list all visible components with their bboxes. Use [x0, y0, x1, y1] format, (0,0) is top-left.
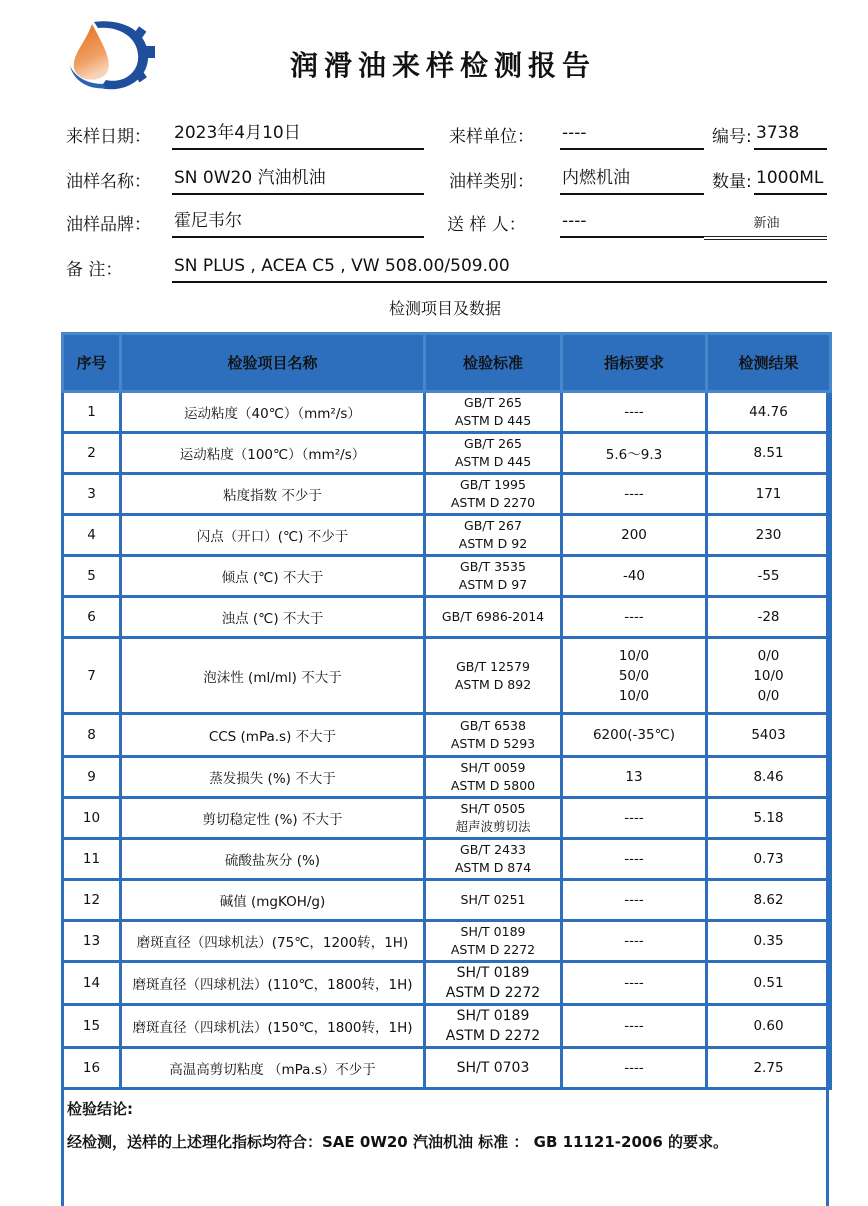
number-value: 3738: [754, 122, 827, 150]
row-item: 磨斑直径（四球机法）(75℃，1200转，1H): [121, 921, 425, 962]
row-result: 0.73: [707, 839, 831, 880]
row-standard: SH/T 0189 ASTM D 2272: [425, 921, 562, 962]
row-item: 运动粘度（100℃）（mm²/s）: [121, 433, 425, 474]
row-result: 171: [707, 474, 831, 515]
company-logo: [66, 16, 156, 94]
table-row: [63, 556, 831, 597]
row-requirement: ----: [562, 597, 707, 638]
row-item: 高温高剪切粘度 （mPa.s）不少于: [121, 1048, 425, 1089]
sample-unit-value: ----: [560, 122, 704, 150]
condition-value: 新油: [704, 212, 827, 240]
row-item: 浊点 (℃) 不大于: [121, 597, 425, 638]
table-row: [63, 638, 831, 714]
row-requirement: ----: [562, 1005, 707, 1048]
row-result: 0/0 10/0 0/0: [707, 638, 831, 714]
col-header-item: 检验项目名称: [121, 334, 425, 392]
row-standard: SH/T 0703: [425, 1048, 562, 1089]
row-result: 8.62: [707, 880, 831, 921]
number-label: 编号:: [712, 127, 752, 147]
row-result: 44.76: [707, 392, 831, 433]
row-item: 闪点（开口）(℃) 不少于: [121, 515, 425, 556]
row-result: 8.51: [707, 433, 831, 474]
row-standard: SH/T 0189 ASTM D 2272: [425, 1005, 562, 1048]
table-row: [63, 714, 831, 757]
row-item: 磨斑直径（四球机法）(110℃，1800转，1H): [121, 962, 425, 1005]
inspection-table: [61, 332, 832, 1090]
oil-name-label: 油样名称：: [66, 172, 151, 192]
table-row: [63, 474, 831, 515]
table-row: [63, 798, 831, 839]
row-standard: SH/T 0189 ASTM D 2272: [425, 962, 562, 1005]
row-item: 运动粘度（40℃）（mm²/s）: [121, 392, 425, 433]
row-standard: GB/T 2433 ASTM D 874: [425, 839, 562, 880]
row-result: 0.51: [707, 962, 831, 1005]
row-no: 6: [63, 597, 121, 638]
row-requirement: ----: [562, 474, 707, 515]
table-row: [63, 433, 831, 474]
table-row: [63, 921, 831, 962]
row-item: 硫酸盐灰分 (%): [121, 839, 425, 880]
row-no: 11: [63, 839, 121, 880]
row-requirement: ----: [562, 962, 707, 1005]
conclusion-title: 检验结论:: [67, 1100, 133, 1118]
row-standard: GB/T 6538 ASTM D 5293: [425, 714, 562, 757]
row-requirement: ----: [562, 921, 707, 962]
oil-name-value: SN 0W20 汽油机油: [172, 167, 424, 195]
row-requirement: ----: [562, 880, 707, 921]
row-requirement: 200: [562, 515, 707, 556]
brand-label: 油样品牌：: [66, 215, 151, 235]
row-requirement: -40: [562, 556, 707, 597]
row-result: 5.18: [707, 798, 831, 839]
sender-label: 送 样 人：: [447, 215, 526, 235]
row-result: 2.75: [707, 1048, 831, 1089]
row-result: -28: [707, 597, 831, 638]
row-item: 倾点 (℃) 不大于: [121, 556, 425, 597]
sender-value: ----: [560, 210, 704, 238]
row-no: 1: [63, 392, 121, 433]
row-standard: SH/T 0059 ASTM D 5800: [425, 757, 562, 798]
row-no: 12: [63, 880, 121, 921]
row-no: 13: [63, 921, 121, 962]
row-requirement: 10/0 50/0 10/0: [562, 638, 707, 714]
row-standard: GB/T 3535 ASTM D 97: [425, 556, 562, 597]
remark-value: SN PLUS , ACEA C5 , VW 508.00/509.00: [172, 255, 827, 283]
row-no: 15: [63, 1005, 121, 1048]
table-row: [63, 392, 831, 433]
info-row-3: [0, 210, 868, 250]
table-row: [63, 962, 831, 1005]
row-standard: GB/T 265 ASTM D 445: [425, 392, 562, 433]
row-item: 粘度指数 不少于: [121, 474, 425, 515]
row-result: 8.46: [707, 757, 831, 798]
row-standard: GB/T 267 ASTM D 92: [425, 515, 562, 556]
row-standard: GB/T 1995 ASTM D 2270: [425, 474, 562, 515]
col-header-no: 序号: [63, 334, 121, 392]
row-no: 8: [63, 714, 121, 757]
report-title: 润滑油来样检测报告: [290, 49, 597, 82]
section-title: 检测项目及数据: [388, 299, 501, 318]
sample-date-value: 2023年4月10日: [172, 122, 424, 150]
row-standard: GB/T 12579 ASTM D 892: [425, 638, 562, 714]
row-standard: SH/T 0505 超声波剪切法: [425, 798, 562, 839]
row-item: 蒸发损失 (%) 不大于: [121, 757, 425, 798]
row-no: 9: [63, 757, 121, 798]
row-no: 4: [63, 515, 121, 556]
conclusion-text: 经检测，送样的上述理化指标均符合：SAE 0W20 汽油机油 标准 ： GB 11121-2006 的要求。: [67, 1133, 728, 1151]
row-item: 泡沫性 (ml/ml) 不大于: [121, 638, 425, 714]
remark-label: 备 注：: [66, 260, 123, 280]
row-result: 0.60: [707, 1005, 831, 1048]
row-requirement: ----: [562, 839, 707, 880]
conclusion-section: [67, 1094, 827, 1152]
table-row: [63, 1005, 831, 1048]
col-header-standard: 检验标准: [425, 334, 562, 392]
row-result: 230: [707, 515, 831, 556]
row-no: 10: [63, 798, 121, 839]
table-row: [63, 757, 831, 798]
oil-type-label: 油样类别：: [449, 172, 534, 192]
table-header-row: [63, 334, 831, 392]
row-requirement: ----: [562, 392, 707, 433]
quantity-value: 1000ML: [754, 167, 827, 195]
col-header-requirement: 指标要求: [562, 334, 707, 392]
oil-drop-gear-icon: [66, 16, 156, 94]
table-row: [63, 597, 831, 638]
row-requirement: 5.6～9.3: [562, 433, 707, 474]
row-no: 2: [63, 433, 121, 474]
sample-unit-label: 来样单位：: [449, 127, 534, 147]
table-row: [63, 515, 831, 556]
row-requirement: 6200(-35℃): [562, 714, 707, 757]
brand-value: 霍尼韦尔: [172, 210, 424, 238]
info-row-2: [0, 167, 868, 207]
row-requirement: 13: [562, 757, 707, 798]
row-requirement: ----: [562, 798, 707, 839]
row-standard: GB/T 6986-2014: [425, 597, 562, 638]
row-item: 剪切稳定性 (%) 不大于: [121, 798, 425, 839]
row-standard: GB/T 265 ASTM D 445: [425, 433, 562, 474]
table-row: [63, 880, 831, 921]
col-header-result: 检测结果: [707, 334, 831, 392]
row-no: 3: [63, 474, 121, 515]
row-no: 5: [63, 556, 121, 597]
table-row: [63, 1048, 831, 1089]
row-item: 磨斑直径（四球机法）(150℃，1800转，1H): [121, 1005, 425, 1048]
info-row-remark: [0, 255, 868, 295]
row-item: CCS (mPa.s) 不大于: [121, 714, 425, 757]
row-result: -55: [707, 556, 831, 597]
row-item: 碱值 (mgKOH/g): [121, 880, 425, 921]
oil-type-value: 内燃机油: [560, 167, 704, 195]
row-no: 7: [63, 638, 121, 714]
row-no: 14: [63, 962, 121, 1005]
sample-date-label: 来样日期：: [66, 127, 151, 147]
table-row: [63, 839, 831, 880]
row-result: 0.35: [707, 921, 831, 962]
row-no: 16: [63, 1048, 121, 1089]
quantity-label: 数量:: [712, 172, 752, 192]
row-requirement: ----: [562, 1048, 707, 1089]
report-table-container: [61, 332, 829, 1206]
info-row-1: [0, 122, 868, 162]
row-standard: SH/T 0251: [425, 880, 562, 921]
row-result: 5403: [707, 714, 831, 757]
